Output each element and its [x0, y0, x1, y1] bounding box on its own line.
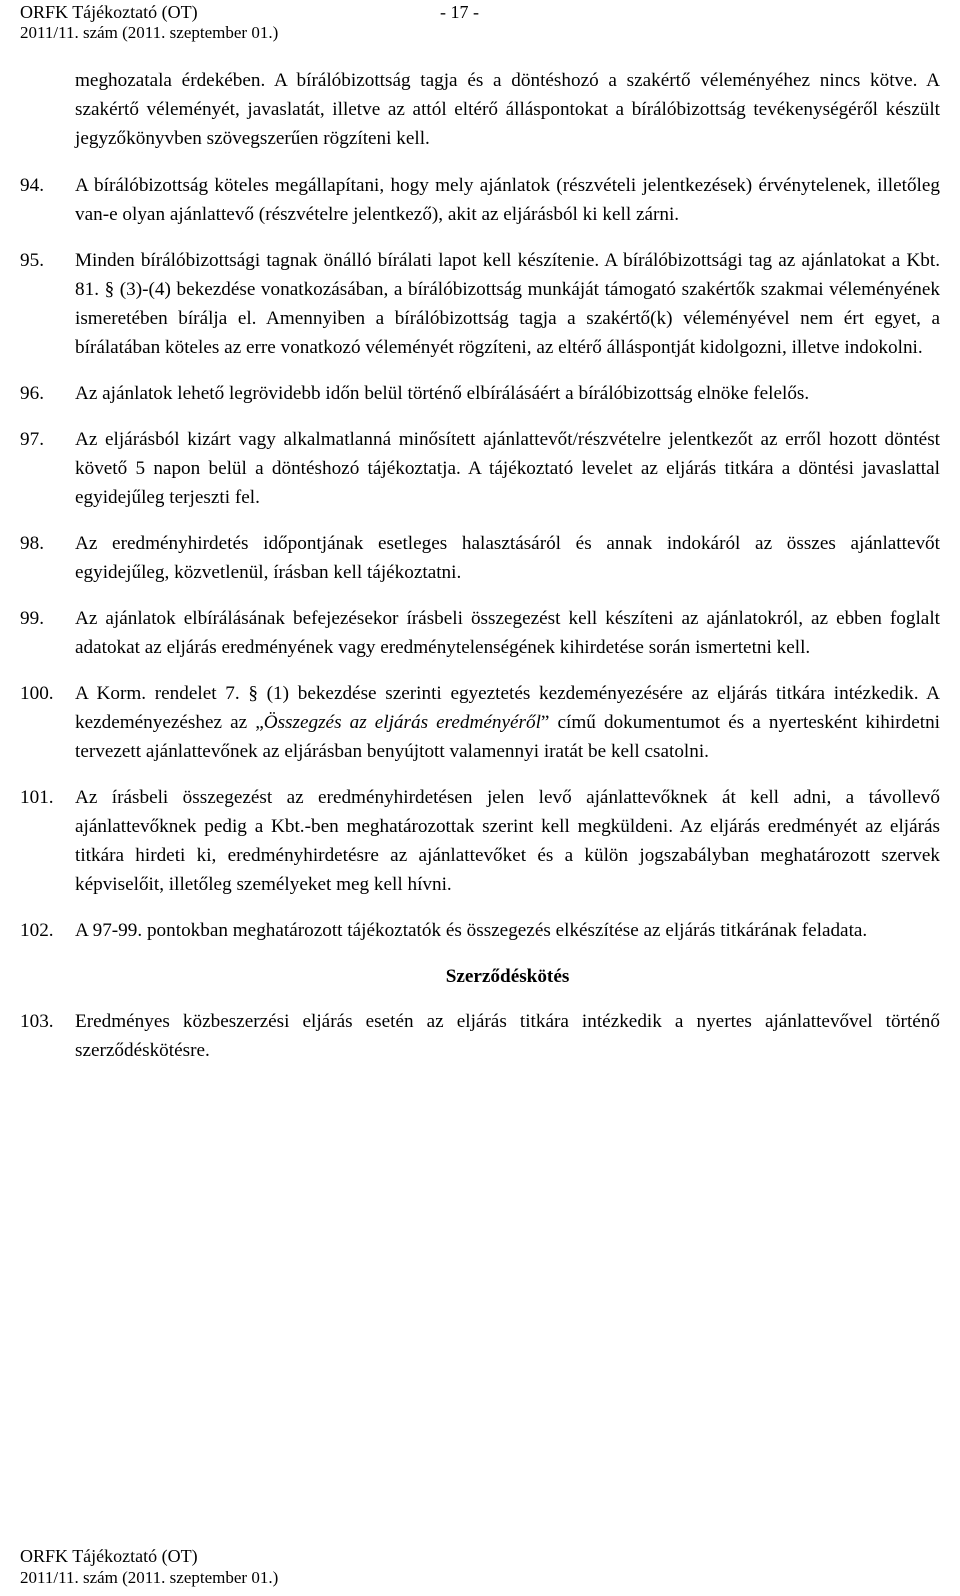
item-text: Az ajánlatok elbírálásának befejezésekor írásbeli összegezést kell készíteni az ajánlatokról, az ebben foglalt adatokat az eljárás eredményének vagy eredménytelenségének kihirdetése során ismertetni kell.: [75, 608, 940, 658]
item-99: [20, 604, 940, 662]
item-text-before: A Korm. rendelet 7. § (1) bekezdése szerinti egyeztetés kezdeményezésére az eljárás titkára intézkedik. A kezdeményezéshez az „: [75, 683, 940, 733]
item-number: 97.: [20, 429, 44, 450]
item-100: [20, 679, 940, 766]
item-text: Minden bírálóbizottsági tagnak önálló bírálati lapot kell készítenie. A bírálóbizottsági tag az ajánlatokat a Kbt. 81. § (3)-(4) bekezdése vonatkozásában, a bírálóbizottság munkáját támogató szakértők szakmai véleményének ismeretében bírálja el. Amennyiben a bírálóbizottság tagja a szakértő(k) véleményével nem ért egyet, a bírálatában köteles az erre vonatkozó véleményét rögzíteni, az eltérő álláspontját kidolgozni, illetve indokolni.: [75, 250, 940, 358]
page-footer: [20, 1544, 278, 1588]
item-95: [20, 246, 940, 362]
document-body: [20, 66, 940, 1082]
item-number: 99.: [20, 608, 44, 629]
item-96: [20, 379, 940, 408]
header-page-number: - 17 -: [440, 2, 479, 22]
item-number: 103.: [20, 1011, 54, 1032]
header-line: [20, 0, 940, 24]
item-98: [20, 529, 940, 587]
item-text: A bírálóbizottság köteles megállapítani, hogy mely ajánlatok (részvételi jelentkezések) érvénytelenek, illetőleg van-e olyan ajánlattevő (részvételre jelentkező), akit az eljárásból ki kell zárni.: [75, 175, 940, 225]
item-text: Eredményes közbeszerzési eljárás esetén az eljárás titkára intézkedik a nyertes ajánlattevővel történő szerződéskötésre.: [75, 1011, 940, 1061]
item-text: Az eljárásból kizárt vagy alkalmatlanná minősített ajánlattevőt/részvételre jelentkezőt az erről hozott döntést követő 5 napon belül a döntéshozó tájékoztatja. A tájékoztató levelet az eljárás titkára a döntési javaslattal egyidejűleg terjeszti fel.: [75, 429, 940, 508]
item-number: 98.: [20, 533, 44, 554]
item-102: [20, 916, 940, 945]
item-text: Az írásbeli összegezést az eredményhirdetésen jelen levő ajánlattevőknek át kell adni, a távollevő ajánlattevőknek pedig a Kbt.-ben meghatározottak szerint kell megküldeni. Az eljárás eredményét az eljárás titkára hirdeti ki, eredményhirdetésre az ajánlattevőket és a külön jogszabályban meghatározott szervek képviselőit, illetőleg személyeket meg kell hívni.: [75, 787, 940, 895]
header-issue: 2011/11. szám (2011. szeptember 01.): [20, 23, 279, 42]
section-heading: Szerződéskötés: [445, 966, 570, 987]
item-number: 94.: [20, 175, 44, 196]
item-97: [20, 425, 940, 512]
item-text: Az ajánlatok lehető legrövidebb időn belül történő elbírálásáért a bírálóbizottság elnöke felelős.: [75, 383, 810, 404]
page-header: [20, 0, 940, 42]
item-number: 95.: [20, 250, 44, 271]
item-text: A 97-99. pontokban meghatározott tájékoztatók és összegezés elkészítése az eljárás titkárának feladata.: [75, 920, 868, 941]
item-number: 96.: [20, 383, 44, 404]
item-text: [75, 679, 940, 766]
footer-issue: 2011/11. szám (2011. szeptember 01.): [20, 1568, 279, 1587]
item-number: 102.: [20, 920, 54, 941]
item-number: 100.: [20, 683, 54, 704]
item-101: [20, 783, 940, 899]
intro-paragraph: meghozatala érdekében. A bírálóbizottság tagja és a döntéshozó a szakértő véleményéhez nincs kötve. A szakértő véleményét, javaslatát, illetve az attól eltérő álláspontokat a bírálóbizottság tevékenységéről készült jegyzőkönyvben szövegszerűen rögzíteni kell.: [75, 70, 940, 149]
item-number: 101.: [20, 787, 54, 808]
document-title-italic: Összegzés az eljárás eredményéről: [263, 712, 541, 733]
item-94: [20, 171, 940, 229]
footer-publication: ORFK Tájékoztató (OT): [20, 1546, 198, 1566]
item-text-after: ” című dokumentumot és a nyertesként kihirdetni tervezett ajánlattevőnek az eljárásban benyújtott valamennyi iratát be kell csatolni.: [75, 712, 940, 762]
item-103: [20, 1007, 940, 1065]
item-text: Az eredményhirdetés időpontjának esetleges halasztásáról és annak indokáról az összes ajánlattevőt egyidejűleg, közvetlenül, írásban kell tájékoztatni.: [75, 533, 940, 583]
header-publication: ORFK Tájékoztató (OT): [20, 2, 198, 22]
